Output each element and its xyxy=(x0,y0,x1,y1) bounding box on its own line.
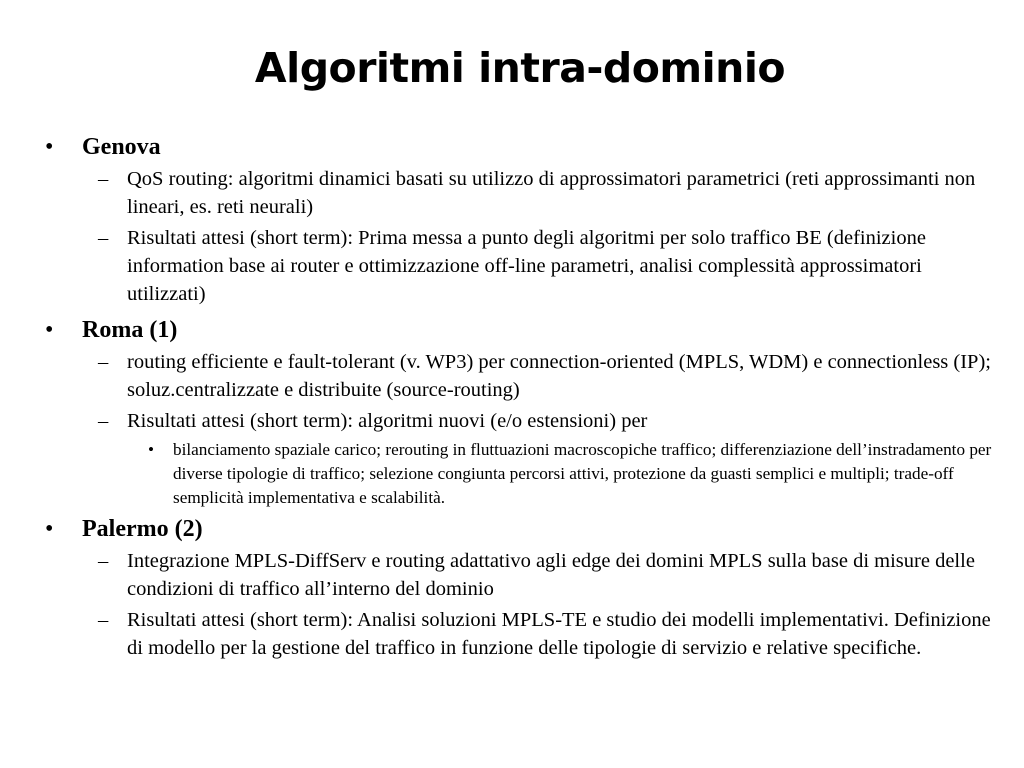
dash-icon: – xyxy=(98,351,109,373)
dash-icon: – xyxy=(98,550,109,572)
sub-list-item-text: bilanciamento spaziale carico; rerouting in fluttuazioni macroscopiche traffico; differenziazione dell’instradamento per diverse tipologie di traffico; selezione congiunta percorsi attivi, protezione da guasti semplici e multipli; trade-off semplicità implementativa e scalabilità. xyxy=(173,440,992,507)
dash-icon: – xyxy=(98,227,109,249)
list-item-text: Risultati attesi (short term): Analisi soluzioni MPLS-TE e studio dei modelli implementativi. Definizione di modello per la gestione del traffico in funzione delle tipologie di servizio e relative specifiche. xyxy=(127,609,991,659)
bullet-icon: • xyxy=(45,134,54,160)
list-item-text: routing efficiente e fault-tolerant (v. WP3) per connection-oriented (MPLS, WDM) e connectionless (IP); soluz.centralizzate e distribuite (source-routing) xyxy=(127,351,991,401)
section-heading-palermo xyxy=(45,515,995,543)
list-item-text: QoS routing: algoritmi dinamici basati su utilizzo di approssimatori parametrici (reti approssimanti non lineari, es. reti neurali) xyxy=(127,168,976,218)
dash-icon: – xyxy=(98,609,109,631)
dash-icon: – xyxy=(98,410,109,432)
bullet-icon: • xyxy=(148,440,155,459)
list-item xyxy=(45,165,995,221)
bullet-icon: • xyxy=(45,516,54,542)
list-item xyxy=(45,606,995,662)
sub-list-item xyxy=(45,438,995,510)
section-heading-label: Genova xyxy=(82,134,161,160)
list-item-text: Risultati attesi (short term): algoritmi nuovi (e/o estensioni) per xyxy=(127,410,648,432)
section-heading-label: Roma (1) xyxy=(82,317,178,343)
list-item-text: Integrazione MPLS-DiffServ e routing adattativo agli edge dei domini MPLS sulla base di misure delle condizioni di traffico all’interno del dominio xyxy=(127,550,975,600)
dash-icon: – xyxy=(98,168,109,190)
list-item xyxy=(45,547,995,603)
slide-title: Algoritmi intra-dominio xyxy=(254,44,786,92)
bullet-icon: • xyxy=(45,317,54,343)
section-heading-label: Palermo (2) xyxy=(82,516,203,542)
section-heading-genova xyxy=(45,133,995,161)
list-item xyxy=(45,348,995,404)
list-item xyxy=(45,407,995,435)
section-heading-roma xyxy=(45,316,995,344)
slide-body xyxy=(45,133,995,665)
list-item xyxy=(45,224,995,308)
list-item-text: Risultati attesi (short term): Prima messa a punto degli algoritmi per solo traffico BE (definizione information base ai router e ottimizzazione off-line parametri, analisi complessità approssimatori utilizzati) xyxy=(127,227,926,305)
